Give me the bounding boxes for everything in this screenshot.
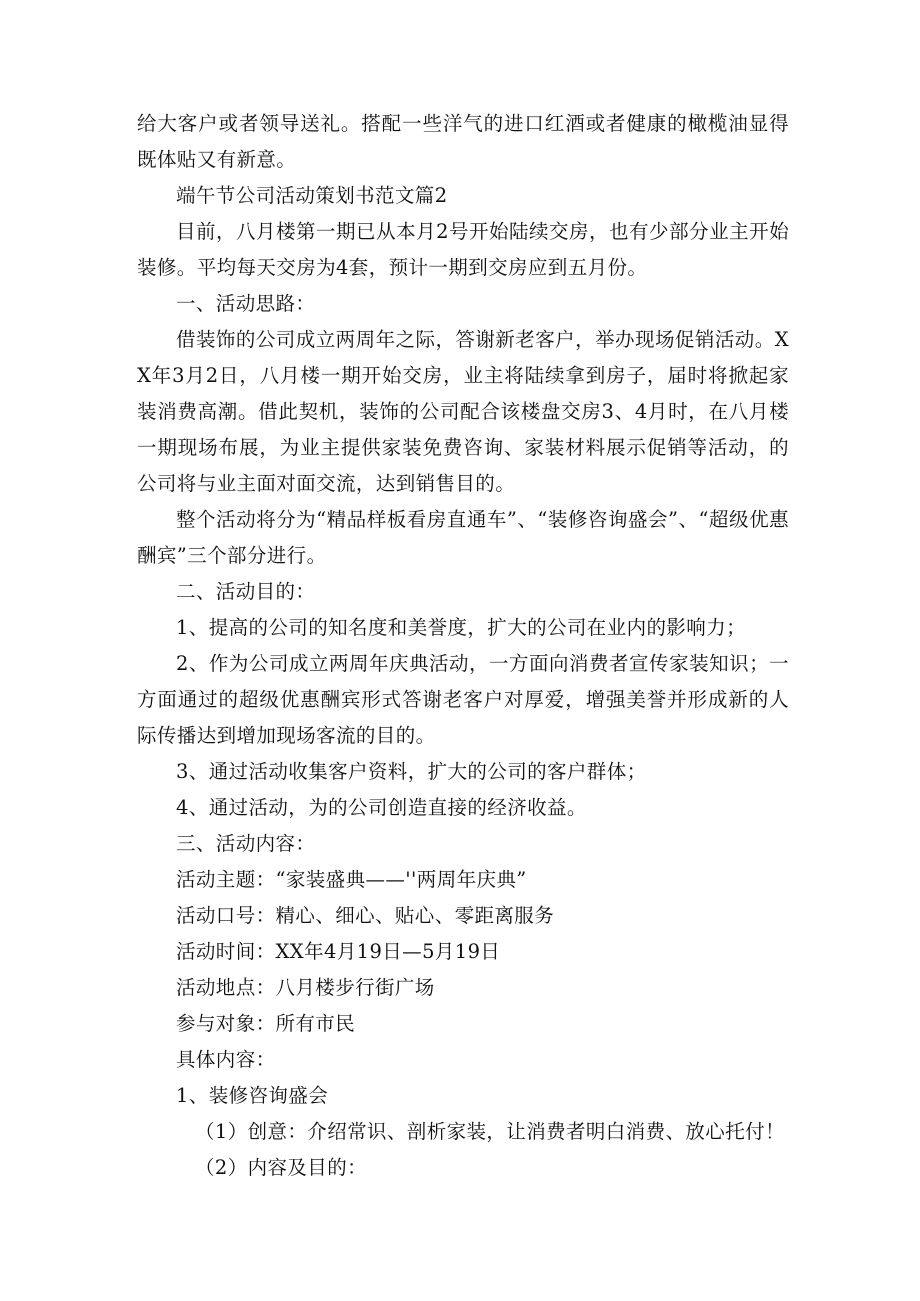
heading-activity-idea: 一、活动思路： — [176, 292, 316, 315]
heading-activity-content: 三、活动内容： — [176, 832, 316, 855]
activity-slogan: 活动口号：精心、细心、贴心、零距离服务 — [176, 904, 555, 927]
section-title: 端午节公司活动策划书范文篇2 — [176, 184, 448, 207]
activity-participants: 参与对象：所有市民 — [176, 1012, 356, 1035]
list-item: 1、装修咨询盛会 — [176, 1084, 329, 1107]
paragraph: 借装饰的公司成立两周年之际，答谢新老客户，举办现场促销活动。XX年3月2日，八月楼一期开始交房，业主将陆续拿到房子，届时将掀起家装消费高潮。借此契机，装饰的公司配合该楼盘交房3、4月时，在八月楼一期现场布展，为业主提供家装免费咨询、家装材料展示促销等活动，的公司将与业主面对面交流，达到销售目的。 — [137, 328, 789, 495]
heading-activity-purpose: 二、活动目的： — [176, 580, 316, 603]
list-item: 2、作为公司成立两周年庆典活动，一方面向消费者宣传家装知识；一方面通过的超级优惠酬宾形式答谢老客户对厚爱，增强美誉并形成新的人际传播达到增加现场客流的目的。 — [137, 652, 789, 747]
sub-item: （2）内容及目的： — [195, 1156, 368, 1179]
paragraph: 目前，八月楼第一期已从本月2号开始陆续交房，也有少部分业主开始装修。平均每天交房为4套，预计一期到交房应到五月份。 — [137, 220, 789, 279]
paragraph: 给大客户或者领导送礼。搭配一些洋气的进口红酒或者健康的橄榄油显得既体贴又有新意。 — [137, 112, 789, 171]
sub-item: （1）创意：介绍常识、剖析家装，让消费者明白消费、放心托付！ — [195, 1120, 785, 1143]
list-item: 3、通过活动收集客户资料，扩大的公司的客户群体； — [176, 760, 647, 783]
list-item: 4、通过活动，为的公司创造直接的经济收益。 — [176, 796, 587, 819]
document-body — [137, 106, 789, 1186]
paragraph: 整个活动将分为“精品样板看房直通车”、“装修咨询盛会”、“超级优惠酬宾”三个部分进行。 — [137, 508, 789, 567]
activity-time: 活动时间：XX年4月19日—5月19日 — [176, 940, 501, 963]
heading-details: 具体内容： — [176, 1048, 276, 1071]
activity-theme: 活动主题：“家装盛典——''两周年庆典” — [176, 868, 527, 891]
activity-location: 活动地点：八月楼步行街广场 — [176, 976, 435, 999]
list-item: 1、提高的公司的知名度和美誉度，扩大的公司在业内的影响力； — [176, 616, 747, 639]
